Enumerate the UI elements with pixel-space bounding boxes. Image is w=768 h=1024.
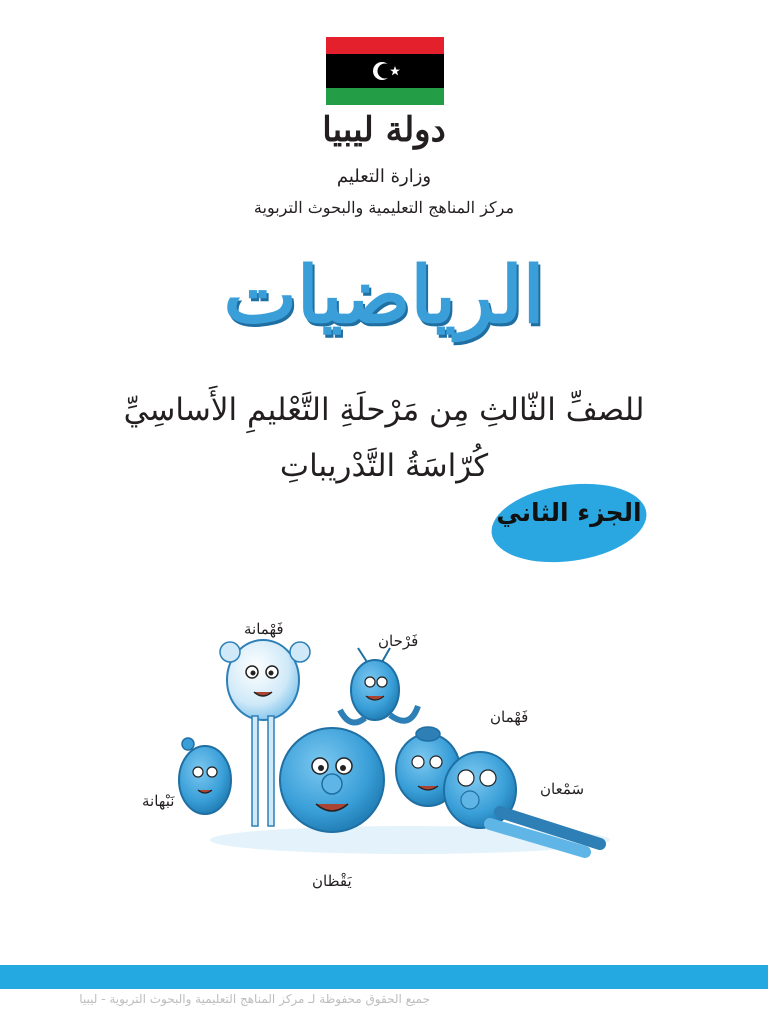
name-fahman: فَهْمان <box>490 708 529 726</box>
state-name: دولة ليبيا <box>322 110 446 150</box>
ministry-name: وزارة التعليم <box>336 166 432 187</box>
grade-line: للصفِّ الثّالثِ مِن مَرْحلَةِ التَّعْليمِ الأَساسِيِّ <box>123 392 645 428</box>
center-name: مركز المناهج التعليمية والبحوث التربوية <box>253 198 515 217</box>
part-label: الجزء الثاني <box>496 498 642 527</box>
name-nabhana: نَبْهانة <box>142 792 175 810</box>
character-farhan <box>340 648 418 723</box>
name-farhan: فَرْحان <box>378 632 419 650</box>
book-title: الرياضيات <box>223 250 545 341</box>
footer-band <box>0 965 768 989</box>
name-yaqzan: يَقْظان <box>312 872 352 890</box>
copyright-notice: جميع الحقوق محفوظة لـ مركز المناهج التعليمية والبحوث التربوية - ليبيا <box>79 992 430 1006</box>
book-type: كُرّاسَةُ التَّدْريباتِ <box>279 448 489 484</box>
name-fahmana: فَهْمانة <box>244 620 284 638</box>
character-nabhana <box>179 738 231 814</box>
libya-flag-icon <box>326 37 444 105</box>
character-yaqzan <box>280 728 384 832</box>
name-samaan: سَمْعان <box>540 780 585 798</box>
characters-illustration <box>160 630 620 860</box>
